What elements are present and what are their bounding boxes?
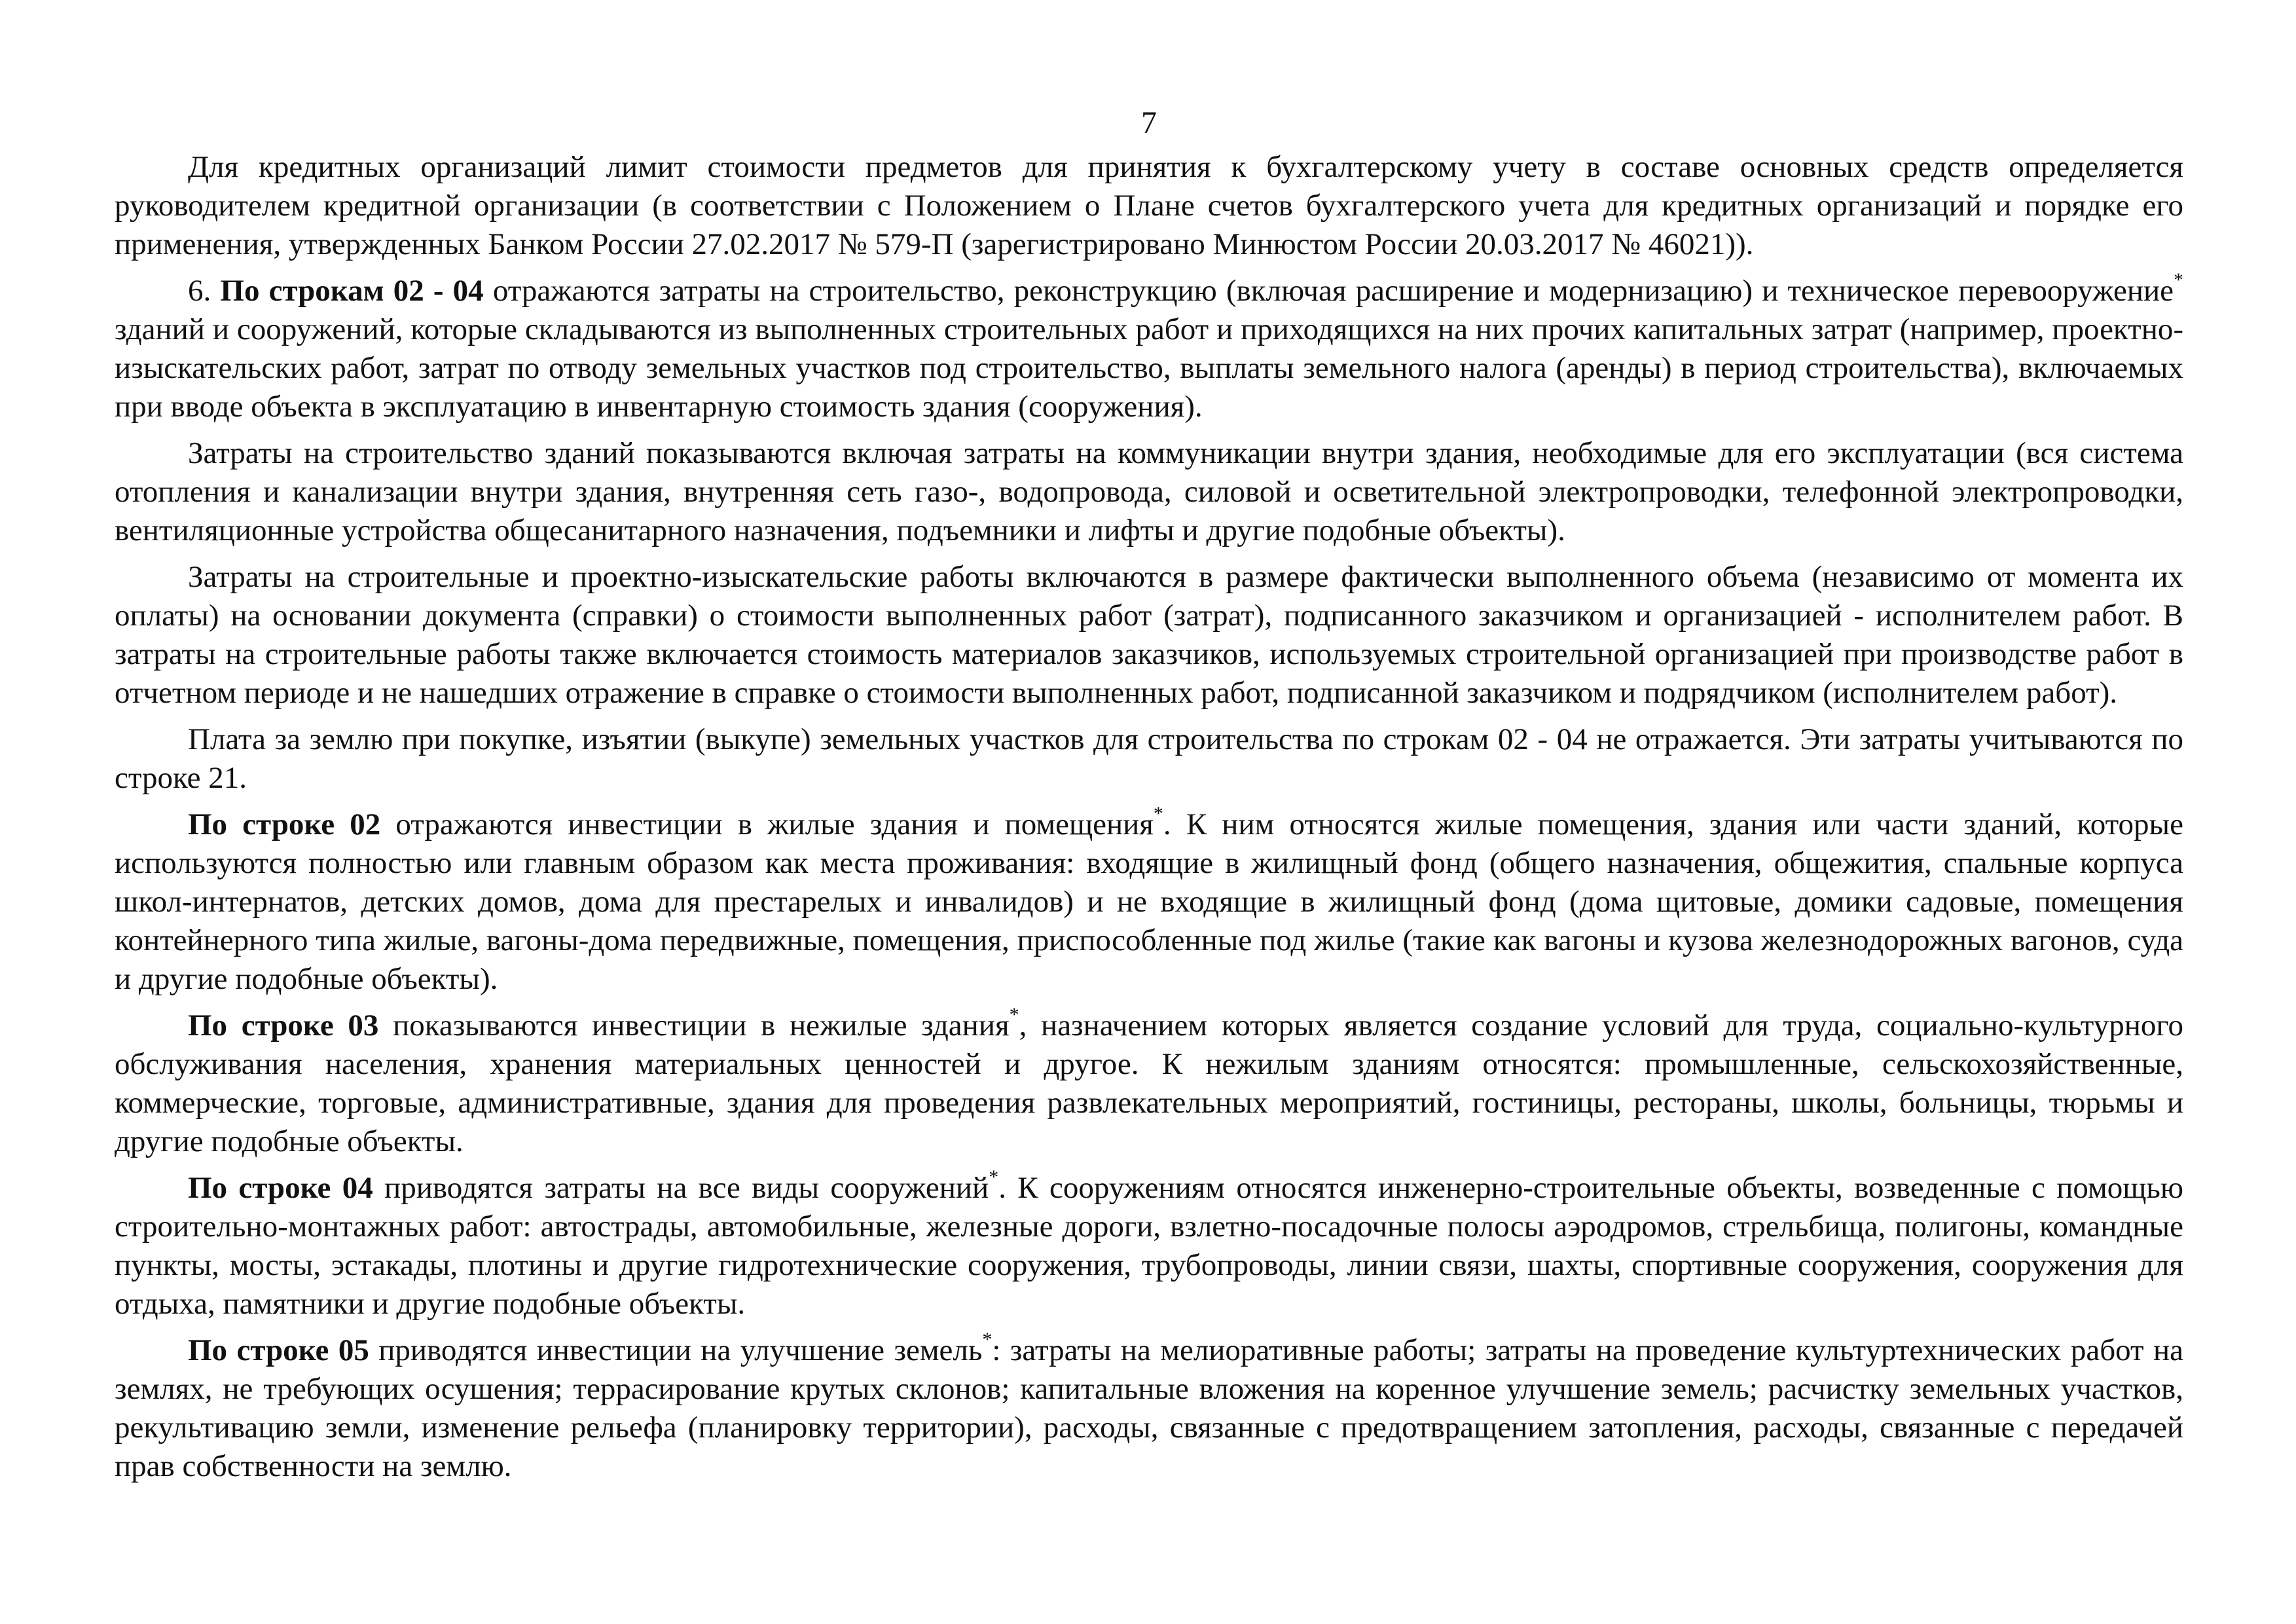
footnote-marker: * <box>1009 1004 1019 1025</box>
paragraph-text: приводятся затраты на все виды сооружений <box>373 1171 989 1205</box>
paragraph-text: . К ним относятся жилые помещения, здания или части зданий, которые используются полностью или главным образом как места проживания: входящие в жилищный фонд (общего назначения, общежития, спальные корпуса школ-интернатов, детских домов, дома для престарелых и инвалидов) и не входящие в жилищный фонд (дома щитовые, домики садовые, помещения контейнерного типа жилые, вагоны-дома передвижные, помещения, приспособленные под жилье (такие как вагоны и кузова железнодорожных вагонов, суда и другие подобные объекты). <box>115 807 2183 996</box>
paragraph-text: отражаются затраты на строительство, реконструкцию (включая расширение и модернизацию) и техническое перевооружение <box>483 274 2174 308</box>
paragraph <box>115 269 2183 426</box>
paragraph <box>115 1166 2183 1323</box>
paragraph <box>115 805 2183 999</box>
footnote-marker: * <box>989 1166 999 1188</box>
paragraph-text: , назначением которых является создание условий для труда, социально-культурного обслуживания населения, хранения материальных ценностей и другое. К нежилым зданиям относятся: промышленные, сельскохозяйственные, коммерческие, торговые, административные, здания для проведения развлекательных мероприятий, гостиницы, рестораны, школы, больницы, тюрьмы и другие подобные объекты. <box>115 1008 2183 1158</box>
paragraph <box>115 720 2183 798</box>
paragraph-text: . К сооружениям относятся инженерно-строительные объекты, возведенные с помощью строительно-монтажных работ: автострады, автомобильные, железные дороги, взлетно-посадочные полосы аэродромов, стрельбища, полигоны, командные пункты, мосты, эстакады, плотины и другие гидротехнические сооружения, трубопроводы, линии связи, шахты, спортивные сооружения, сооружения для отдыха, памятники и другие подобные объекты. <box>115 1171 2183 1321</box>
paragraph-text: показываются инвестиции в нежилые здания <box>378 1008 1010 1043</box>
line-reference: По строкам 02 - 04 <box>220 274 484 308</box>
line-reference: По строке 05 <box>188 1333 369 1367</box>
paragraph <box>115 1331 2183 1486</box>
footnote-marker: * <box>2174 269 2183 291</box>
paragraph-text: : затраты на мелиоративные работы; затраты на проведение культуртехнических работ на землях, не требующих осушения; террасирование крутых склонов; капитальные вложения на коренное улучшение земель; расчистку земельных участков, рекультивацию земли, изменение рельефа (планировку территории), расходы, связанные с предотвращением затопления, расходы, связанные с передачей прав собственности на землю. <box>115 1333 2183 1483</box>
document-body <box>115 148 2183 1486</box>
paragraph <box>115 1006 2183 1161</box>
paragraph-text: Для кредитных организаций лимит стоимости предметов для принятия к бухгалтерскому учету в составе основных средств определяется руководителем кредитной организации (в соответствии с Положением о Плане счетов бухгалтерского учета для кредитных организаций и порядке его применения, утвержденных Банком России 27.02.2017 № 579-П (зарегистрировано Минюстом России 20.03.2017 № 46021)). <box>115 150 2183 261</box>
paragraph <box>115 434 2183 550</box>
paragraph-text: Плата за землю при покупке, изъятии (выкупе) земельных участков для строительства по строкам 02 - 04 не отражается. Эти затраты учитываются по строке 21. <box>115 722 2183 795</box>
paragraph-text: Затраты на строительство зданий показываются включая затраты на коммуникации внутри здания, необходимые для его эксплуатации (вся система отопления и канализации внутри здания, внутренняя сеть газо-, водопровода, силовой и осветительной электропроводки, телефонной электропроводки, вентиляционные устройства общесанитарного назначения, подъемники и лифты и другие подобные объекты). <box>115 436 2183 547</box>
line-reference: По строке 03 <box>188 1008 379 1043</box>
line-reference: По строке 02 <box>188 807 381 841</box>
footnote-marker: * <box>1153 803 1163 824</box>
paragraph-text: приводятся инвестиции на улучшение земель <box>369 1333 983 1367</box>
paragraph-text: 6. <box>188 274 221 308</box>
page-number: 7 <box>1141 105 1157 140</box>
document-page <box>115 98 2183 1494</box>
paragraph-text: отражаются инвестиции в жилые здания и помещения <box>380 807 1154 841</box>
paragraph <box>115 558 2183 712</box>
footnote-marker: * <box>982 1329 993 1350</box>
paragraph-text: Затраты на строительные и проектно-изыскательские работы включаются в размере фактически выполненного объема (независимо от момента их оплаты) на основании документа (справки) о стоимости выполненных работ (затрат), подписанного заказчиком и организацией - исполнителем работ. В затраты на строительные работы также включается стоимость материалов заказчиков, используемых строительной организацией при производстве работ в отчетном периоде и не нашедших отражение в справке о стоимости выполненных работ, подписанной заказчиком и подрядчиком (исполнителем работ). <box>115 560 2183 710</box>
line-reference: По строке 04 <box>188 1171 373 1205</box>
paragraph-text: зданий и сооружений, которые складываются из выполненных строительных работ и приходящихся на них прочих капитальных затрат (например, проектно-изыскательских работ, затрат по отводу земельных участков под строительство, выплаты земельного налога (аренды) в период строительства), включаемых при вводе объекта в эксплуатацию в инвентарную стоимость здания (сооружения). <box>115 312 2183 424</box>
paragraph <box>115 148 2183 264</box>
